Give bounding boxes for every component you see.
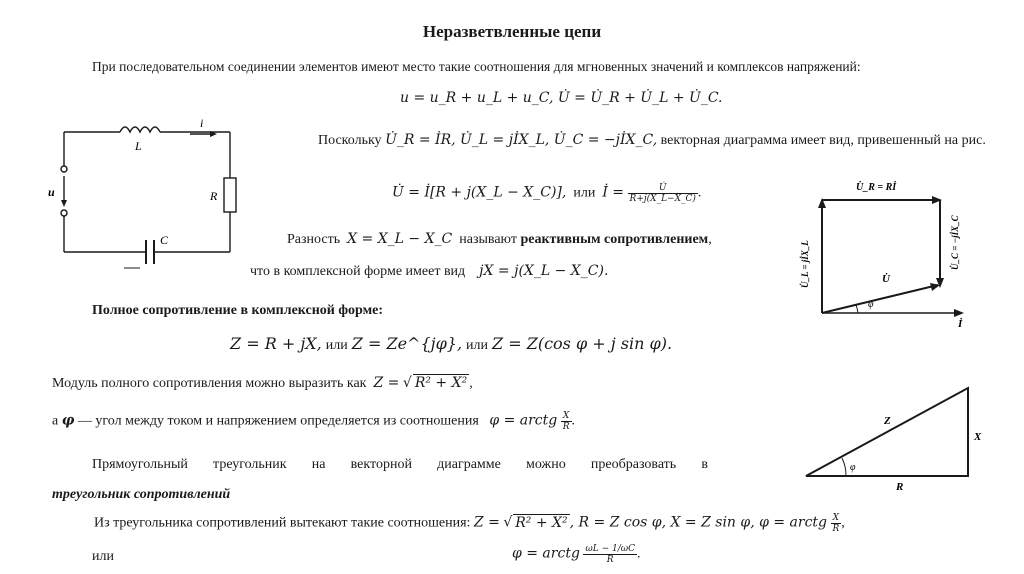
impedance-formula-line xyxy=(230,334,672,354)
current-den: R+j(X_L−X_C) xyxy=(629,194,696,204)
triangle-label-X: X xyxy=(974,431,982,443)
intro-text: При последовательном соединении элементов имеют место такие соотношения для мгновенных значений и комплексов напряжений: xyxy=(92,59,861,74)
complex-form-text: что в комплексной форме имеет вид xyxy=(250,264,466,279)
vector-diagram xyxy=(792,170,987,330)
phi-line xyxy=(52,411,575,432)
modulus-end: , xyxy=(469,376,473,391)
triangle-label-Z: Z xyxy=(884,415,891,427)
current-num: U̇ xyxy=(628,183,698,194)
relations-radicand: R² + X² xyxy=(515,514,568,531)
triangle-label-phi: φ xyxy=(850,462,856,473)
last-formula-line xyxy=(512,544,640,565)
or-word-1: или xyxy=(325,338,348,353)
label-phi-vector: φ xyxy=(868,299,874,310)
terminal-top xyxy=(61,166,67,172)
phi-den: R xyxy=(562,422,570,432)
relations-fraction xyxy=(831,513,842,534)
triangle-phi-arc xyxy=(842,458,846,476)
inductor-coil xyxy=(120,127,160,132)
difference-mid: называют xyxy=(459,232,517,247)
phi-lhs: φ = arctg xyxy=(489,412,558,429)
label-i: i xyxy=(200,116,204,130)
page-title: Неразветвленные цепи xyxy=(422,22,602,41)
last-den: R xyxy=(606,555,614,565)
label-L: L xyxy=(135,139,142,153)
label-C: C xyxy=(160,233,169,247)
phi-arc xyxy=(856,305,858,313)
difference-end: , xyxy=(708,232,712,247)
phi-end: . xyxy=(571,413,575,429)
difference-prefix: Разность xyxy=(287,232,341,247)
circuit-diagram xyxy=(40,112,245,277)
phi-prefix: а xyxy=(52,413,59,429)
label-UL: U̇_L = jİX_L xyxy=(800,240,810,288)
label-U: U̇ xyxy=(882,273,890,285)
current-fraction xyxy=(628,183,698,204)
modulus-lhs: Z = xyxy=(373,375,400,391)
phi-text: — угол между током и напряжением определяется из соотношения xyxy=(77,413,479,429)
arrowhead-I xyxy=(954,309,964,317)
relations-text: Из треугольника сопротивлений вытекают такие соотношения: xyxy=(94,515,471,531)
since-suffix: векторная диаграмма имеет вид, привешенный на рис. xyxy=(660,133,986,148)
vector-U xyxy=(822,285,938,313)
triangle-shape xyxy=(806,388,968,476)
relations-line: Из треугольника сопротивлений вытекают такие соотношения: Z = √ R² + X² , R = Z cos φ, X = Z sin φ, φ = arctg $\frac{X}{R}$ , xyxy=(94,513,845,534)
last-fraction xyxy=(583,544,637,565)
resistor-box xyxy=(224,178,236,212)
last-num: ωL − 1/ωC xyxy=(585,544,635,554)
phi-num: X xyxy=(561,411,572,422)
modulus-line: Модуль полного сопротивления можно выразить как Z = √ R² + X² , xyxy=(52,375,473,391)
label-UC: U̇_C = −jİX_C xyxy=(950,215,960,270)
phi-symbol: φ xyxy=(61,412,75,429)
voltage-formula: U̇ = İ[R + j(X_L − X_C)], xyxy=(392,184,567,201)
complex-form-formula: jX = j(X_L − X_C). xyxy=(479,263,609,279)
phi-fraction xyxy=(561,411,572,432)
last-or: или xyxy=(92,549,114,564)
triangle-text: Прямоугольный треугольник на векторной диаграмме можно преобразовать в xyxy=(92,457,708,472)
triangle-term: треугольник сопротивлений xyxy=(52,487,231,502)
triangle-label-R: R xyxy=(896,481,904,493)
complex-form-line xyxy=(250,263,608,280)
voltage-arrow-head xyxy=(61,200,67,207)
reactive-resistance-term: реактивным сопротивлением xyxy=(520,232,709,247)
label-u: u xyxy=(48,185,55,199)
voltage-formula-line xyxy=(392,183,701,204)
impedance-formula-3: Z = Z(cos φ + j sin φ). xyxy=(492,334,673,353)
last-end: . xyxy=(636,546,641,562)
since-formula: U̇_R = İR, U̇_L = jİX_L, U̇_C = −jİX_C, xyxy=(385,132,658,148)
since-prefix: Поскольку xyxy=(318,133,382,148)
relations-lhs: Z = xyxy=(473,514,500,531)
relations-den: R xyxy=(832,524,840,534)
modulus-text: Модуль полного сопротивления можно выразить как xyxy=(52,376,367,391)
voltage-sum-formula: u = u_R + u_L + u_C, U̇ = U̇_R + U̇_L + U̇_C. xyxy=(400,90,723,106)
or-word-2: или xyxy=(466,338,489,353)
relations-end: , xyxy=(841,515,845,531)
modulus-radicand: R² + X² xyxy=(414,375,468,391)
current-lhs: İ = xyxy=(602,184,625,201)
difference-formula: X = X_L − X_C xyxy=(347,231,453,247)
label-R: R xyxy=(210,189,218,203)
impedance-triangle xyxy=(800,380,990,500)
or-word: или xyxy=(573,185,596,201)
label-UR: U̇_R = Rİ xyxy=(856,182,897,193)
difference-line xyxy=(287,231,712,248)
relations-rest: , R = Z cos φ, X = Z sin φ, φ = arctg xyxy=(569,514,827,531)
label-I: İ xyxy=(958,318,963,330)
last-lhs: φ = arctg xyxy=(512,545,580,562)
full-impedance-heading: Полное сопротивление в комплексной форме: xyxy=(92,303,384,318)
relations-num: X xyxy=(831,513,842,524)
since-line xyxy=(318,132,986,149)
terminal-bottom xyxy=(61,210,67,216)
impedance-formula-2: Z = Ze^{jφ}, xyxy=(351,334,463,353)
current-end: . xyxy=(697,185,702,201)
impedance-formula-1: Z = R + jX, xyxy=(230,334,322,353)
